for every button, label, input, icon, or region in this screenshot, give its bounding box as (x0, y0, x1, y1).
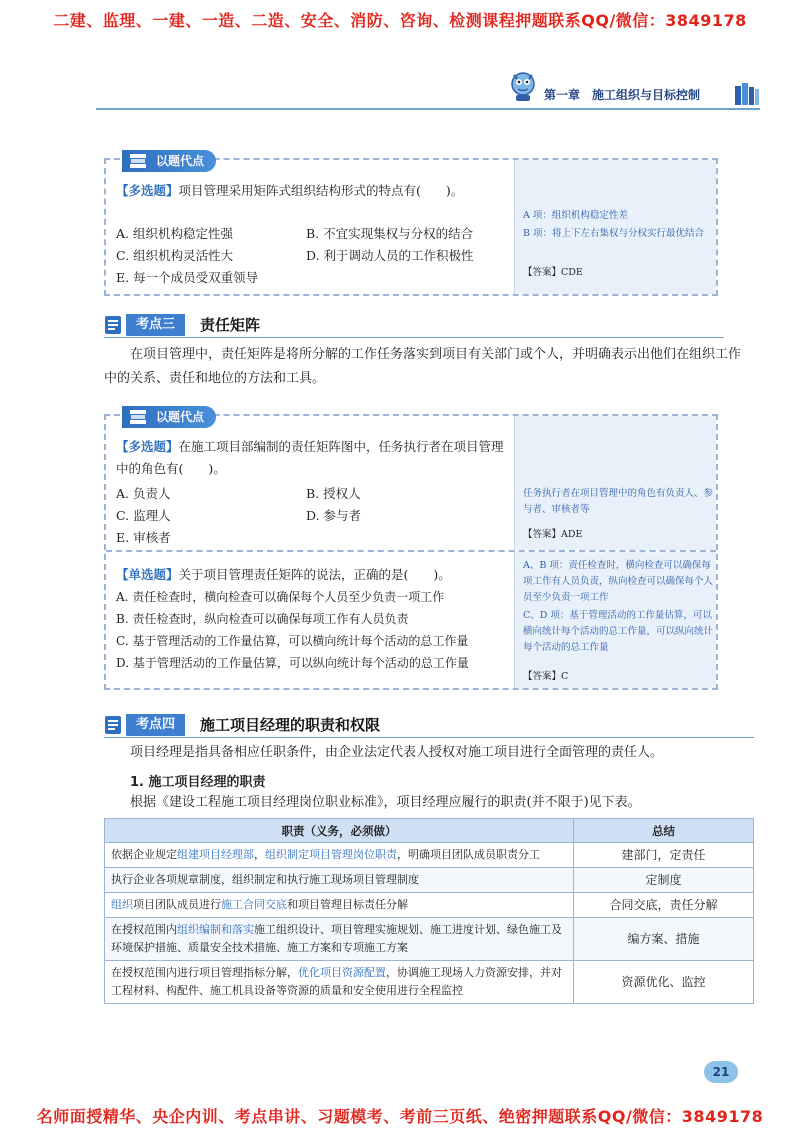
example-tag (122, 406, 216, 428)
example-box-2 (104, 410, 718, 690)
section-rule (104, 737, 754, 738)
section-label: 考点四 (126, 714, 185, 736)
duty-cell: 在授权范围内组织编制和落实施工组织设计、项目管理实施规划、施工进度计划、绿色施工及环境保护措施、质量安全技术措施、施工方案和专项施工方案 (105, 918, 574, 961)
answer-text: 【答案】CDE (523, 267, 583, 278)
mascot-icon (508, 70, 538, 102)
bottom-contact-banner: 名师面授精华、央企内训、考点串讲、习题模考、考前三页纸、绝密押题联系QQ/微信：3849178 (36, 1107, 764, 1126)
summary-cell: 建部门，定责任 (574, 843, 754, 868)
example-tag-label: 以题代点 (156, 154, 205, 168)
option-a: A. 责任检查时，横向检查可以确保每个人员至少负责一项工作 (116, 590, 445, 604)
option-d: D. 利于调动人员的工作积极性 (306, 248, 474, 263)
table-row (105, 868, 754, 893)
document-icon (104, 715, 122, 735)
question-text: 关于项目管理责任矩阵的说法，正确的是( )。 (178, 567, 451, 582)
table-intro: 根据《建设工程施工项目经理岗位职业标准》，项目经理应履行的职责(并不限于)见下表。 (130, 795, 641, 810)
duty-cell: 依据企业规定组建项目经理部，组织制定项目管理岗位职责，明确项目团队成员职责分工 (105, 843, 574, 868)
column-header-summary: 总结 (574, 819, 754, 843)
option-d: D. 基于管理活动的工作量估算，可以纵向统计每个活动的总工作量 (116, 656, 469, 670)
answer-panel (514, 552, 716, 688)
answer-text: 【答案】C (523, 671, 569, 682)
question-text: 项目管理采用矩阵式组织结构形式的特点有( )。 (178, 183, 464, 198)
explanation-line: B 项：将上下左右集权与分权实行最优结合 (523, 228, 705, 239)
top-contact-banner: 二建、监理、一建、一造、二造、安全、消防、咨询、检测课程押题联系QQ/微信：3849178 (53, 11, 747, 30)
option-a: A. 负责人 (116, 486, 171, 501)
running-header (500, 80, 760, 106)
option-b: B. 不宜实现集权与分权的结合 (306, 226, 474, 241)
option-b: B. 责任检查时，纵向检查可以确保每项工作有人员负责 (116, 612, 409, 626)
book-stack-icon (128, 408, 148, 426)
question-type: 【单选题】 (116, 567, 179, 582)
explanation-line: A 项：组织机构稳定性差 (523, 210, 628, 221)
duty-cell: 在授权范围内进行项目管理指标分解，优化项目资源配置，协调施工现场人力资源安排，并对工程材料、构配件、施工机具设备等资源的质量和安全使用进行全程监控 (105, 961, 574, 1004)
option-a: A. 组织机构稳定性强 (116, 226, 233, 241)
duty-cell: 组织项目团队成员进行施工合同交底和项目管理目标责任分解 (105, 893, 574, 918)
header-rule (96, 108, 760, 110)
explanation-line: A、B 项：责任检查时，横向检查可以确保每项工作有人员负责，纵向检查可以确保每个人员至少负责一项工作 (523, 560, 714, 603)
table-row (105, 893, 754, 918)
answer-text: 【答案】ADE (523, 529, 583, 540)
section-paragraph: 项目经理是指具备相应任职条件，由企业法定代表人授权对施工项目进行全面管理的责任人。 (130, 745, 664, 760)
example-tag-label: 以题代点 (156, 410, 205, 424)
question-stem (116, 436, 506, 480)
table-row (105, 961, 754, 1004)
section-heading-4 (104, 714, 504, 736)
summary-cell: 合同交底，责任分解 (574, 893, 754, 918)
answer-panel (514, 416, 716, 550)
section-rule (104, 337, 724, 338)
document-icon (104, 315, 122, 335)
option-d: D. 参与者 (306, 508, 362, 523)
question-type: 【多选题】 (116, 439, 179, 454)
table-row (105, 843, 754, 868)
duties-table (104, 818, 754, 1004)
summary-cell: 定制度 (574, 868, 754, 893)
option-c: C. 基于管理活动的工作量估算，可以横向统计每个活动的总工作量 (116, 634, 469, 648)
books-icon (734, 83, 760, 105)
explanation-line: C、D 项：基于管理活动的工作量估算，可以横向统计每个活动的总工作量，可以纵向统计每个活动的总工作量 (523, 610, 714, 653)
chapter-title: 第一章 施工组织与目标控制 (544, 88, 701, 102)
summary-cell: 编方案、措施 (574, 918, 754, 961)
duty-cell: 执行企业各项规章制度，组织制定和执行施工现场项目管理制度 (105, 868, 574, 893)
section-title: 责任矩阵 (200, 316, 261, 334)
table-row (105, 918, 754, 961)
question-stem (116, 564, 516, 586)
subheading: 1. 施工项目经理的职责 (130, 775, 266, 790)
section-heading-3 (104, 314, 404, 336)
option-c: C. 监理人 (116, 508, 171, 523)
section-paragraph: 在项目管理中，责任矩阵是将所分解的工作任务落实到项目有关部门或个人，并明确表示出他们在组织工作中的关系、责任和地位的方法和工具。 (104, 347, 742, 386)
example-box-1 (104, 154, 718, 296)
answer-panel (514, 160, 716, 294)
option-c: C. 组织机构灵活性大 (116, 248, 234, 263)
book-stack-icon (128, 152, 148, 170)
question-stem (116, 180, 506, 202)
option-e: E. 每一个成员受双重领导 (116, 270, 259, 285)
option-e: E. 审核者 (116, 530, 171, 545)
example-tag (122, 150, 216, 172)
explanation-line: 任务执行者在项目管理中的角色有负责人、参与者、审核者等 (523, 488, 714, 515)
question-type: 【多选题】 (116, 183, 179, 198)
column-header-duty: 职责（义务，必须做） (105, 819, 574, 843)
option-b: B. 授权人 (306, 486, 361, 501)
section-title: 施工项目经理的职责和权限 (200, 716, 381, 734)
summary-cell: 资源优化、监控 (574, 961, 754, 1004)
question-text: 在施工项目部编制的责任矩阵图中，任务执行者在项目管理中的角色有( )。 (116, 439, 504, 476)
page-number: 21 (704, 1061, 738, 1083)
section-label: 考点三 (126, 314, 185, 336)
